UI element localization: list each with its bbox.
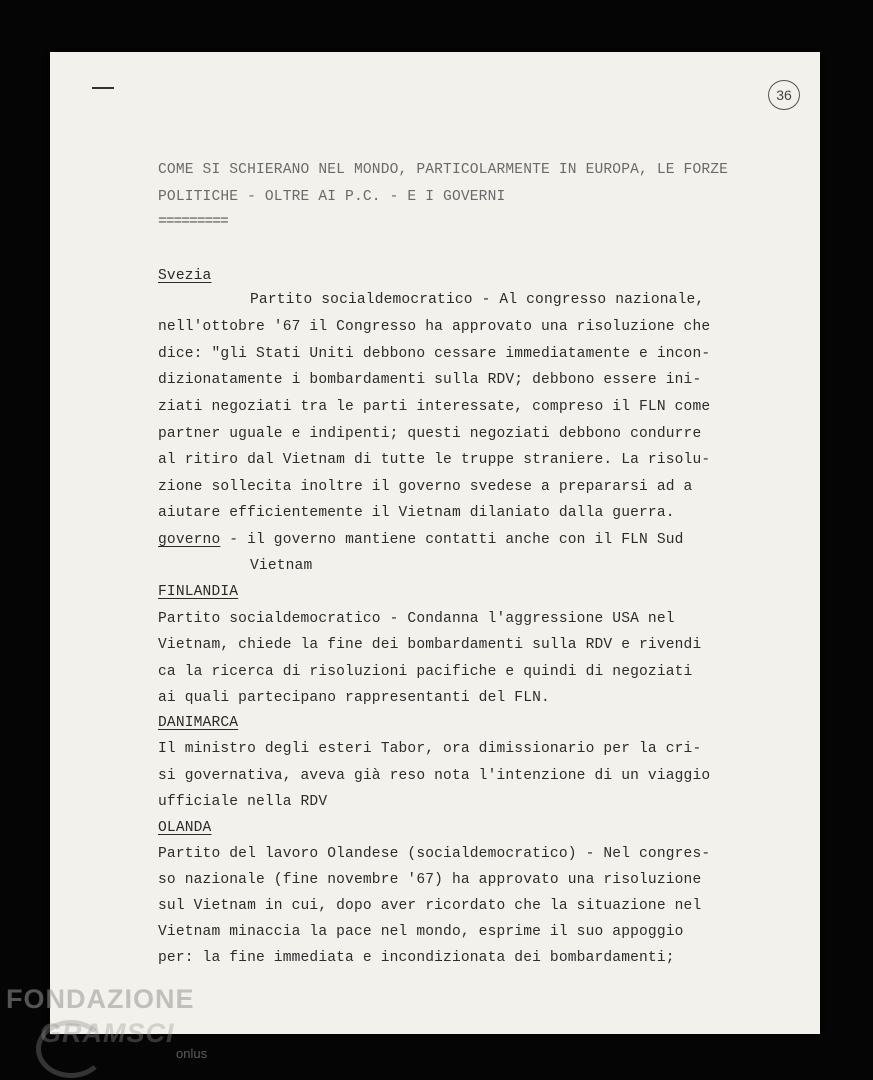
paragraph-line: sul Vietnam in cui, dopo aver ricordato che la situazione nel (158, 898, 702, 914)
section-heading-finlandia: FINLANDIA (158, 584, 239, 600)
paragraph-line: zione sollecita inoltre il governo svedese a prepararsi ad a (158, 479, 693, 495)
paragraph-line: Partito socialdemocratico - Al congresso nazionale, (250, 292, 705, 308)
paragraph-line: dizionatamente i bombardamenti sulla RDV; debbono essere ini- (158, 372, 702, 388)
paragraph-line: dice: "gli Stati Uniti debbono cessare immediatamente e incon- (158, 346, 711, 362)
watermark-line-2: GRAMSCI (40, 1018, 175, 1048)
paragraph-line: Vietnam minaccia la pace nel mondo, esprime il suo appoggio (158, 924, 684, 940)
governo-continuation: Vietnam (250, 558, 313, 574)
watermark-line-3: onlus (176, 1046, 208, 1061)
document-title-line-1: COME SI SCHIERANO NEL MONDO, PARTICOLARMENTE IN EUROPA, LE FORZE (158, 162, 729, 178)
paragraph-line: nell'ottobre '67 il Congresso ha approvato una risoluzione che (158, 319, 711, 335)
paragraph-line: ai quali partecipano rappresentanti del FLN. (158, 690, 550, 706)
paragraph-line: Partito socialdemocratico - Condanna l'aggressione USA nel (158, 611, 675, 627)
pen-mark (92, 87, 114, 89)
paragraph-line: al ritiro dal Vietnam di tutte le truppe straniere. La risolu- (158, 452, 711, 468)
paragraph-line: Partito del lavoro Olandese (socialdemocratico) - Nel congres- (158, 846, 711, 862)
section-heading-danimarca: DANIMARCA (158, 715, 239, 731)
section-heading-olanda: OLANDA (158, 820, 212, 836)
paragraph-line: Vietnam, chiede la fine dei bombardamenti sulla RDV e rivendi (158, 637, 702, 653)
paragraph-line: aiutare efficientemente il Vietnam dilaniato dalla guerra. (158, 505, 675, 521)
page-number: 36 (768, 80, 800, 110)
title-rule: ========= (158, 214, 228, 230)
paragraph-line: ufficiale nella RDV (158, 794, 328, 810)
governo-text: - il governo mantiene contatti anche con il FLN Sud (220, 532, 684, 548)
paragraph-line: si governativa, aveva già reso nota l'intenzione di un viaggio (158, 768, 711, 784)
watermark-line-1: FONDAZIONE (6, 984, 195, 1014)
governo-line (158, 532, 684, 548)
document-title-line-2: POLITICHE - OLTRE AI P.C. - E I GOVERNI (158, 189, 506, 205)
section-heading-svezia: Svezia (158, 268, 212, 284)
paragraph-line: ca la ricerca di risoluzioni pacifiche e quindi di negoziati (158, 664, 693, 680)
governo-label: governo (158, 532, 221, 548)
paragraph-line: ziati negoziati tra le parti interessate, compreso il FLN come (158, 399, 711, 415)
paragraph-line: partner uguale e indipenti; questi negoziati debbono condurre (158, 426, 702, 442)
paragraph-line: Il ministro degli esteri Tabor, ora dimissionario per la cri- (158, 741, 702, 757)
paragraph-line: so nazionale (fine novembre '67) ha approvato una risoluzione (158, 872, 702, 888)
paragraph-line: per: la fine immediata e incondizionata dei bombardamenti; (158, 950, 675, 966)
